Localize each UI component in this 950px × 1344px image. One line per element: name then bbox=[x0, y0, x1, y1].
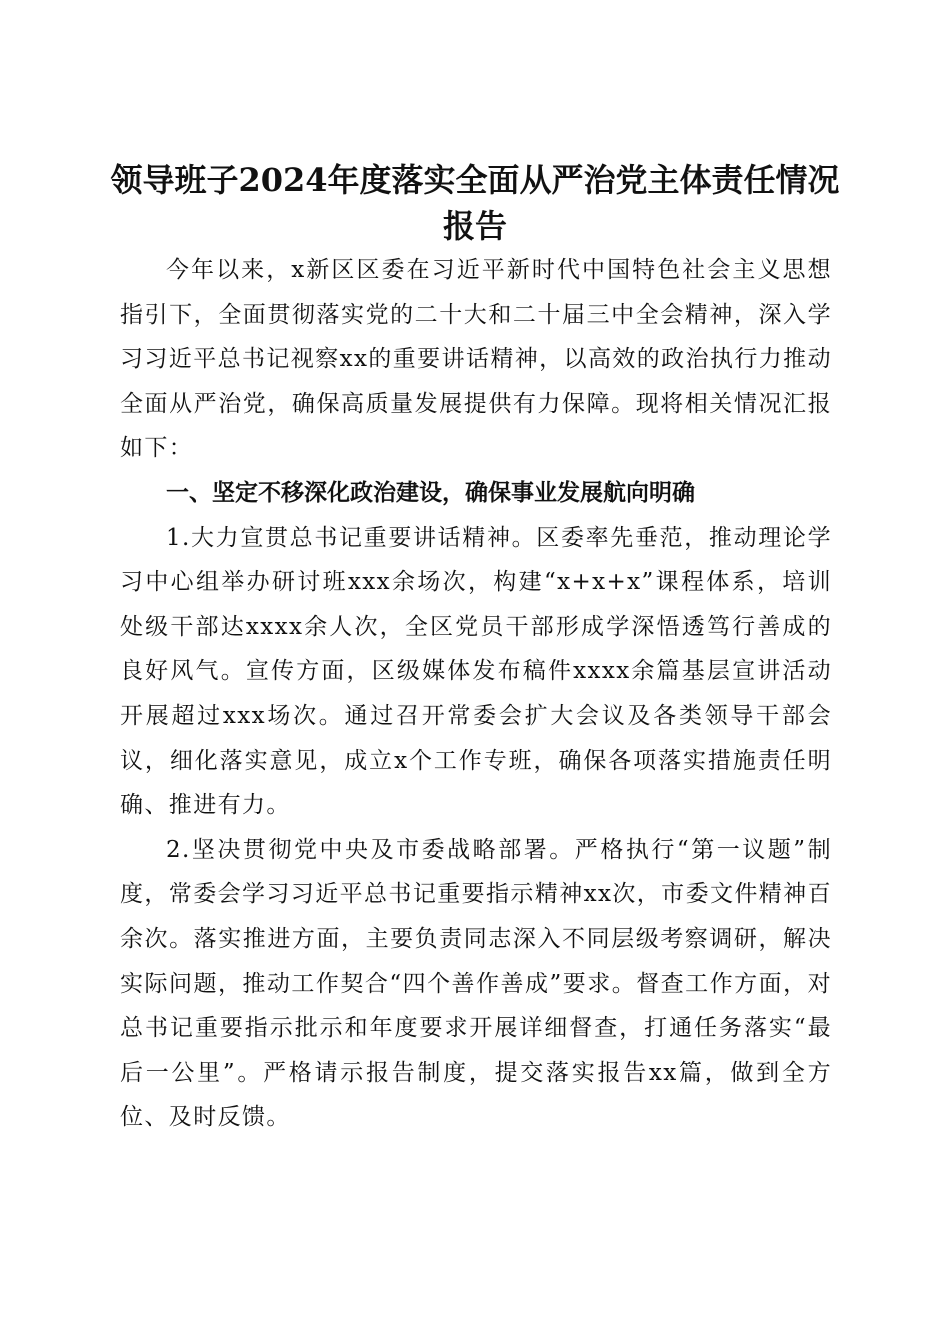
section-heading-1: 一、坚定不移深化政治建设，确保事业发展航向明确 bbox=[166, 479, 695, 506]
document-body bbox=[120, 248, 832, 1140]
item-paragraph-2: 2.坚决贯彻党中央及市委战略部署。严格执行“第一议题”制度，常委会学习习近平总书记重要指示精神xx次，市委文件精神百余次。落实推进方面，主要负责同志深入不同层级考察调研，解决实际问题，推动工作契合“四个善作善成”要求。督查工作方面，对总书记重要指示批示和年度要求开展详细督查，打通任务落实“最后一公里”。严格请示报告制度，提交落实报告xx篇，做到全方位、及时反馈。 bbox=[120, 836, 832, 1131]
item-paragraph-1: 1.大力宣贯总书记重要讲话精神。区委率先垂范，推动理论学习中心组举办研讨班xxx余场次，构建“x+x+x”课程体系，培训处级干部达xxxx余人次，全区党员干部形成学深悟透笃行善成的良好风气。宣传方面，区级媒体发布稿件xxxx余篇基层宣讲活动开展超过xxx场次。通过召开常委会扩大会议及各类领导干部会议，细化落实意见，成立x个工作专班，确保各项落实措施责任明确、推进有力。 bbox=[120, 524, 832, 819]
intro-paragraph: 今年以来，x新区区委在习近平新时代中国特色社会主义思想指引下，全面贯彻落实党的二十大和二十届三中全会精神，深入学习习近平总书记视察xx的重要讲话精神，以高效的政治执行力推动全面从严治党，确保高质量发展提供有力保障。现将相关情况汇报如下： bbox=[120, 257, 832, 462]
document-title: 领导班子2024年度落实全面从严治党主体责任情况报告 bbox=[110, 161, 840, 246]
